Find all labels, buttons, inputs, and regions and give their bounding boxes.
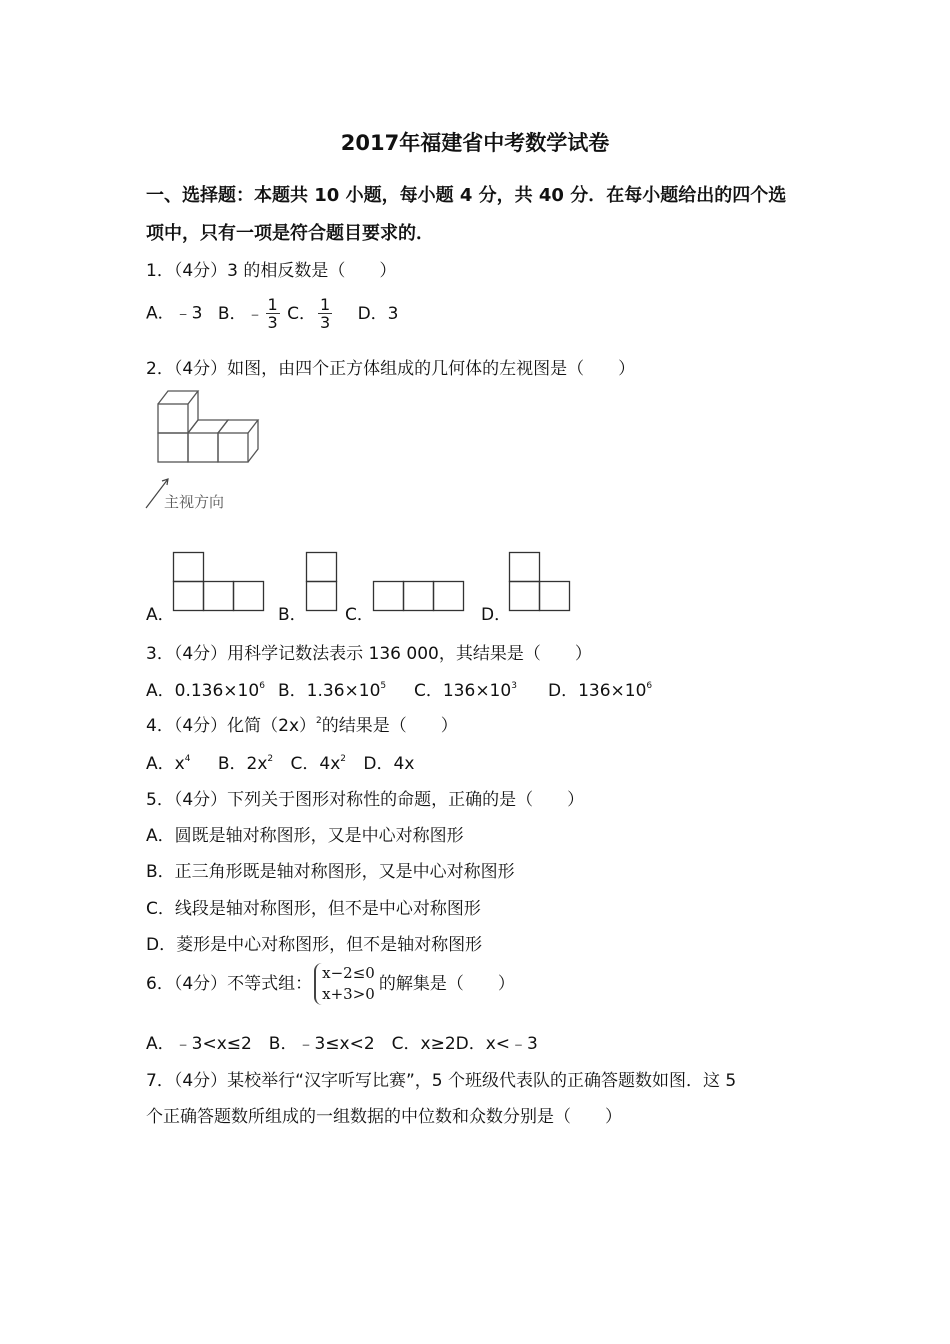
q2-option-c-view (373, 581, 465, 612)
q5-option-d: D．菱形是中心对称图形，但不是轴对称图形 (146, 935, 483, 955)
section-heading-line2: 项中，只有一项是符合题目要求的． (146, 223, 434, 244)
q4-option-a: A．$x^4$ (146, 754, 191, 774)
inequality-system: x−2≤0 x+3>0 (314, 963, 375, 1005)
fraction: $\frac{1}{3}$ (320, 295, 331, 332)
fraction: $\frac{1}{3}$ (267, 295, 278, 332)
q2-option-d-view (509, 552, 571, 612)
view-direction-label: 主视方向 (164, 493, 225, 511)
q3-option-a: A．$0.136\times 10^6$ (146, 681, 265, 701)
q4-stem: 4．（4分）化简$(2x)^2$的结果是（ ） (146, 716, 458, 736)
q1-option-a: A．﹣3 (146, 303, 203, 324)
q6-stem: 6．（4分）不等式组： x−2≤0 x+3>0 的解集是（ ） (146, 964, 515, 1003)
q3-option-d: D．$136\times 10^6$ (548, 681, 653, 701)
q4-options (146, 749, 414, 774)
q4-option-b: B．$2x^2$ (217, 754, 274, 774)
q2-option-b-label: B． (278, 605, 307, 625)
q1-options (146, 296, 399, 331)
q2-stem: 2．（4分）如图，由四个正方体组成的几何体的左视图是（ ） (146, 359, 636, 379)
q3-option-b: B．$1.36\times 10^5$ (278, 681, 387, 701)
q2-option-a-view (173, 552, 265, 612)
page-title: 2017年福建省中考数学试卷 (340, 131, 610, 155)
q1-option-b: B．﹣ $\frac{1}{3}$ (217, 295, 278, 332)
q4-option-d: D．4x (363, 754, 415, 774)
q1-option-c: C． $\frac{1}{3}$ (287, 295, 331, 332)
q1-stem: 1．（4分）3 的相反数是（ ） (146, 261, 397, 281)
q7-stem-line2: 个正确答题数所组成的一组数据的中位数和众数分别是（ ） (146, 1107, 622, 1127)
q7-stem-line1: 7．（4分）某校举行“汉字听写比赛”，5 个班级代表队的正确答题数如图．这 5 (146, 1071, 737, 1091)
q1-option-d: D．3 (357, 303, 399, 324)
q4-option-c: C．$4x^2$ (290, 754, 347, 774)
q5-option-c: C．线段是轴对称图形，但不是中心对称图形 (146, 899, 481, 919)
q6-options: A．﹣3<x≤2 B．﹣3≤x<2 C．x≥2D．x<﹣3 (146, 1034, 538, 1054)
q2-option-a-label: A． (146, 605, 175, 625)
q2-option-c-label: C． (345, 605, 374, 625)
q5-stem: 5．（4分）下列关于图形对称性的命题，正确的是（ ） (146, 790, 585, 810)
q2-option-b-view (306, 552, 338, 612)
q5-option-a: A．圆既是轴对称图形，又是中心对称图形 (146, 826, 464, 846)
q3-option-c: C．$136\times 10^3$ (414, 681, 517, 701)
section-heading-line1: 一、选择题：本题共 10 小题，每小题 4 分，共 40 分．在每小题给出的四个选 (146, 185, 787, 206)
q3-stem: 3．（4分）用科学记数法表示 136 000，其结果是（ ） (146, 644, 592, 664)
q5-option-b: B．正三角形既是轴对称图形，又是中心对称图形 (146, 862, 515, 882)
q2-option-d-label: D． (481, 605, 512, 625)
